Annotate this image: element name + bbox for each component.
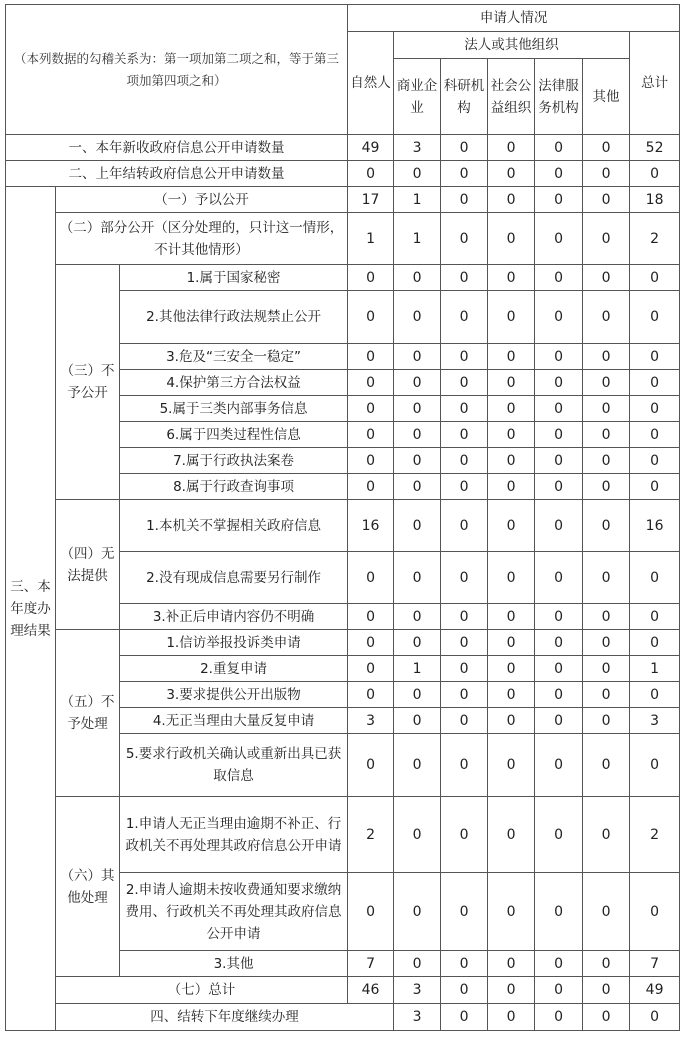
cell: 0 (630, 734, 680, 797)
cell: 0 (535, 265, 583, 291)
cell: 0 (348, 656, 394, 682)
row-label: 5.属于三类内部事务信息 (120, 396, 348, 422)
cell: 0 (488, 1004, 535, 1031)
cell: 0 (535, 630, 583, 656)
cell: 0 (394, 552, 441, 604)
cell: 0 (630, 873, 680, 951)
cell: 0 (535, 161, 583, 187)
cell: 0 (488, 213, 535, 265)
cell: 1 (394, 187, 441, 213)
cell: 3 (348, 708, 394, 734)
cell: 3 (394, 977, 441, 1004)
report-table (5, 4, 680, 1031)
row-label: 4.保护第三方合法权益 (120, 370, 348, 396)
cell: 0 (348, 396, 394, 422)
cell: 0 (535, 135, 583, 161)
row-label: 二、上年结转政府信息公开申请数量 (6, 161, 348, 187)
cell: 0 (441, 213, 488, 265)
cell: 0 (441, 344, 488, 370)
cell: 0 (394, 873, 441, 951)
cell: 0 (441, 500, 488, 552)
cell: 0 (441, 873, 488, 951)
cell: 0 (488, 422, 535, 448)
legal-col-header: 科研机构 (441, 59, 488, 135)
cell: 0 (583, 265, 630, 291)
cell: 0 (441, 1004, 488, 1031)
cell: 0 (583, 344, 630, 370)
cell: 3 (394, 1004, 441, 1031)
cell: 0 (488, 344, 535, 370)
cell: 0 (488, 500, 535, 552)
cell: 0 (535, 474, 583, 500)
cell: 0 (488, 552, 535, 604)
cell: 0 (348, 448, 394, 474)
row-label: 1.信访举报投诉类申请 (120, 630, 348, 656)
cell: 0 (394, 604, 441, 630)
cell: 0 (535, 797, 583, 873)
row-label: 3.其他 (120, 951, 348, 977)
group-6-label: （六）其他处理 (56, 797, 120, 977)
cell: 3 (630, 708, 680, 734)
cell: 0 (535, 187, 583, 213)
cell: 0 (583, 630, 630, 656)
row-label: 3.要求提供公开出版物 (120, 682, 348, 708)
cell: 0 (441, 370, 488, 396)
row-label: 1.申请人无正当理由逾期不补正、行政机关不再处理其政府信息公开申请 (120, 797, 348, 873)
cell: 0 (394, 734, 441, 797)
group-3-label: （三）不予公开 (56, 265, 120, 500)
legal-col-header: 其他 (583, 59, 630, 135)
applicant-group-header: 申请人情况 (348, 5, 680, 32)
row-label: 6.属于四类过程性信息 (120, 422, 348, 448)
cell: 16 (348, 500, 394, 552)
cell: 2 (630, 797, 680, 873)
cell: 0 (441, 474, 488, 500)
row-label: 四、结转下年度继续办理 (56, 1004, 394, 1031)
cell: 0 (630, 396, 680, 422)
row-label: 一、本年新收政府信息公开申请数量 (6, 135, 348, 161)
cell: 0 (441, 630, 488, 656)
cell: 0 (394, 448, 441, 474)
row-label: 2.其他法律行政法规禁止公开 (120, 291, 348, 344)
cell: 0 (535, 500, 583, 552)
cell: 0 (583, 500, 630, 552)
cell: 18 (630, 187, 680, 213)
group-4-label: （四）无法提供 (56, 500, 120, 630)
cell: 0 (488, 370, 535, 396)
cell: 0 (535, 708, 583, 734)
cell: 2 (348, 797, 394, 873)
cell: 0 (583, 734, 630, 797)
cell: 0 (583, 708, 630, 734)
cell: 0 (348, 734, 394, 797)
cell: 0 (441, 265, 488, 291)
row-label: 4.无正当理由大量反复申请 (120, 708, 348, 734)
group-5-label: （五）不予处理 (56, 630, 120, 797)
cell: 0 (535, 552, 583, 604)
legal-col-header: 法律服务机构 (535, 59, 583, 135)
cell: 0 (583, 422, 630, 448)
cell: 0 (535, 682, 583, 708)
cell: 0 (630, 1004, 680, 1031)
cell: 0 (583, 187, 630, 213)
cell: 0 (488, 265, 535, 291)
cell: 0 (441, 797, 488, 873)
row-label: 7.属于行政执法案卷 (120, 448, 348, 474)
cell: 0 (535, 977, 583, 1004)
cell: 0 (488, 797, 535, 873)
cell: 0 (583, 873, 630, 951)
cell: 0 (348, 682, 394, 708)
cell: 0 (441, 734, 488, 797)
section-third-label: 三、本年度办理结果 (6, 187, 56, 1031)
total-header: 总计 (630, 32, 680, 135)
cell: 0 (535, 291, 583, 344)
cell: 0 (348, 630, 394, 656)
cell: 0 (394, 797, 441, 873)
cell: 0 (488, 474, 535, 500)
cell: 0 (535, 213, 583, 265)
cell: 0 (488, 396, 535, 422)
cell: 49 (348, 135, 394, 161)
cell: 0 (488, 161, 535, 187)
cell: 0 (348, 604, 394, 630)
cell: 0 (535, 1004, 583, 1031)
cell: 0 (583, 682, 630, 708)
cell: 0 (630, 422, 680, 448)
cell: 0 (630, 265, 680, 291)
cell: 0 (630, 474, 680, 500)
row-label: 5.要求行政机关确认或重新出具已获取信息 (120, 734, 348, 797)
cell: 0 (630, 448, 680, 474)
cell: 0 (488, 656, 535, 682)
table-note: （本列数据的勾稽关系为：第一项加第二项之和，等于第三项加第四项之和） (6, 5, 348, 135)
cell: 0 (488, 291, 535, 344)
cell: 0 (583, 656, 630, 682)
cell: 0 (441, 187, 488, 213)
cell: 0 (394, 630, 441, 656)
cell: 0 (394, 370, 441, 396)
cell: 0 (583, 161, 630, 187)
cell: 0 (348, 873, 394, 951)
cell: 0 (394, 291, 441, 344)
legal-col-header: 商业企业 (394, 59, 441, 135)
cell: 0 (488, 977, 535, 1004)
cell: 0 (348, 422, 394, 448)
cell: 0 (348, 291, 394, 344)
row-label: 2.申请人逾期未按收费通知要求缴纳费用、行政机关不再处理其政府信息公开申请 (120, 873, 348, 951)
cell: 0 (348, 265, 394, 291)
cell: 0 (535, 448, 583, 474)
cell: 17 (348, 187, 394, 213)
cell: 0 (441, 708, 488, 734)
cell: 0 (488, 135, 535, 161)
cell: 3 (394, 135, 441, 161)
legal-group-header: 法人或其他组织 (394, 32, 630, 59)
row-label: 3.补正后申请内容仍不明确 (120, 604, 348, 630)
cell: 0 (441, 161, 488, 187)
cell: 0 (348, 370, 394, 396)
cell: 52 (630, 135, 680, 161)
cell: 0 (535, 422, 583, 448)
cell: 0 (394, 474, 441, 500)
cell: 0 (488, 734, 535, 797)
cell: 49 (630, 977, 680, 1004)
cell: 0 (583, 1004, 630, 1031)
cell: 0 (630, 604, 680, 630)
row-label: 1.本机关不掌握相关政府信息 (120, 500, 348, 552)
cell: 0 (394, 682, 441, 708)
cell: 0 (394, 708, 441, 734)
row-label: 2.没有现成信息需要另行制作 (120, 552, 348, 604)
cell: 0 (630, 630, 680, 656)
cell: 1 (348, 213, 394, 265)
row-label: 8.属于行政查询事项 (120, 474, 348, 500)
row-label: （一）予以公开 (56, 187, 348, 213)
cell: 0 (583, 797, 630, 873)
cell: 0 (348, 344, 394, 370)
row-label: 3.危及“三安全一稳定” (120, 344, 348, 370)
cell: 0 (630, 552, 680, 604)
cell: 0 (583, 213, 630, 265)
cell: 0 (394, 422, 441, 448)
cell: 0 (630, 370, 680, 396)
cell: 0 (441, 291, 488, 344)
cell: 0 (630, 291, 680, 344)
cell: 0 (535, 370, 583, 396)
cell: 0 (488, 630, 535, 656)
cell: 0 (583, 370, 630, 396)
cell: 0 (583, 291, 630, 344)
cell: 1 (394, 656, 441, 682)
cell: 0 (583, 135, 630, 161)
cell: 0 (630, 344, 680, 370)
cell: 0 (394, 396, 441, 422)
legal-col-header: 社会公益组织 (488, 59, 535, 135)
cell: 1 (630, 656, 680, 682)
cell: 0 (583, 448, 630, 474)
cell: 0 (394, 951, 441, 977)
cell: 0 (488, 873, 535, 951)
cell: 0 (441, 448, 488, 474)
cell: 0 (488, 604, 535, 630)
cell: 0 (535, 396, 583, 422)
cell: 0 (583, 604, 630, 630)
cell: 0 (441, 656, 488, 682)
cell: 0 (583, 396, 630, 422)
cell: 0 (441, 552, 488, 604)
cell: 0 (535, 656, 583, 682)
cell: 46 (348, 977, 394, 1004)
cell: 0 (583, 951, 630, 977)
cell: 0 (535, 344, 583, 370)
row-label: 2.重复申请 (120, 656, 348, 682)
cell: 0 (488, 187, 535, 213)
cell: 0 (348, 552, 394, 604)
cell: 0 (441, 951, 488, 977)
cell: 16 (630, 500, 680, 552)
cell: 0 (583, 474, 630, 500)
cell: 1 (394, 213, 441, 265)
cell: 0 (535, 951, 583, 977)
cell: 0 (394, 161, 441, 187)
cell: 0 (583, 977, 630, 1004)
cell: 0 (630, 682, 680, 708)
natural-person-header: 自然人 (348, 32, 394, 135)
cell: 0 (441, 604, 488, 630)
cell: 0 (488, 682, 535, 708)
row-label: （七）总计 (56, 977, 348, 1004)
cell: 0 (441, 422, 488, 448)
cell: 2 (630, 213, 680, 265)
cell: 0 (488, 448, 535, 474)
cell: 0 (583, 552, 630, 604)
cell: 7 (630, 951, 680, 977)
cell: 0 (488, 951, 535, 977)
cell: 0 (488, 708, 535, 734)
cell: 0 (348, 161, 394, 187)
cell: 0 (535, 604, 583, 630)
cell: 0 (394, 265, 441, 291)
cell: 0 (535, 734, 583, 797)
cell: 0 (394, 344, 441, 370)
cell: 0 (441, 682, 488, 708)
cell: 0 (441, 135, 488, 161)
cell: 0 (441, 396, 488, 422)
row-label: （二）部分公开（区分处理的，只计这一情形，不计其他情形） (56, 213, 348, 265)
row-label: 1.属于国家秘密 (120, 265, 348, 291)
cell: 0 (441, 977, 488, 1004)
cell: 0 (535, 873, 583, 951)
cell: 7 (348, 951, 394, 977)
cell: 0 (394, 500, 441, 552)
cell: 0 (348, 474, 394, 500)
cell: 0 (630, 161, 680, 187)
